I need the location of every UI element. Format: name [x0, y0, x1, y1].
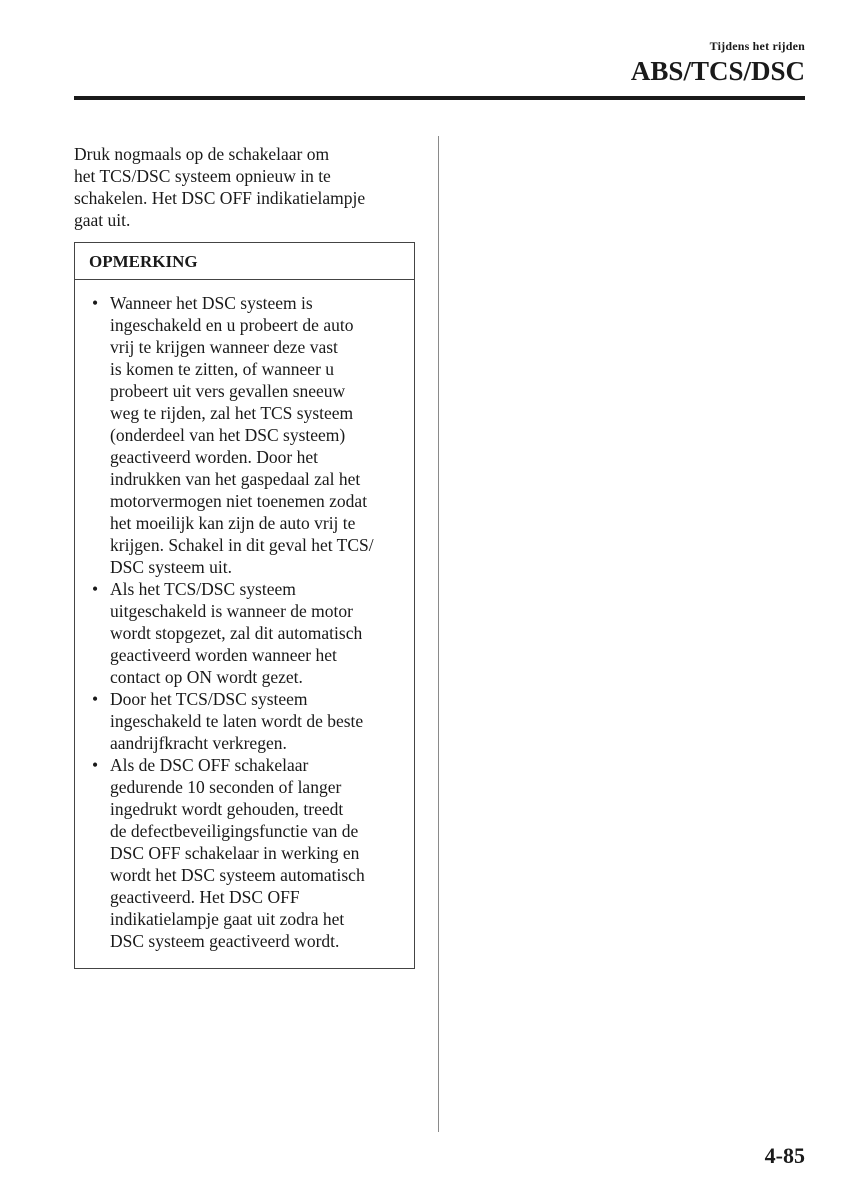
intro-line: schakelen. Het DSC OFF indikatielampje — [74, 188, 366, 208]
note-line: ingeschakeld en u probeert de auto — [110, 315, 354, 335]
note-line: vrij te krijgen wanneer deze vast — [110, 337, 338, 357]
note-line: uitgeschakeld is wanneer de motor — [110, 601, 353, 621]
note-line: Wanneer het DSC systeem is — [110, 293, 313, 313]
note-line: probeert uit vers gevallen sneeuw — [110, 381, 346, 401]
note-line: aandrijfkracht verkregen. — [110, 733, 287, 753]
note-line: krijgen. Schakel in dit geval het TCS/ — [110, 535, 374, 555]
note-line: is komen te zitten, of wanneer u — [110, 359, 335, 379]
bullet-icon: • — [92, 293, 99, 313]
note-line: indrukken van het gaspedaal zal het — [110, 469, 361, 489]
note-line: ingedrukt wordt gehouden, treedt — [110, 799, 344, 819]
note-line: ingeschakeld te laten wordt de beste — [110, 711, 364, 731]
note-line: geactiveerd. Het DSC OFF — [110, 887, 300, 907]
note-item — [88, 688, 408, 754]
note-line: DSC OFF schakelaar in werking en — [110, 843, 360, 863]
note-line: geactiveerd worden. Door het — [110, 447, 318, 467]
note-list — [88, 292, 408, 952]
note-line: indikatielampje gaat uit zodra het — [110, 909, 345, 929]
note-line: de defectbeveiligingsfunctie van de — [110, 821, 359, 841]
section-label: Tijdens het rijden — [709, 39, 805, 53]
note-item — [88, 578, 408, 688]
note-item — [88, 754, 408, 952]
note-line: wordt stopgezet, zal dit automatisch — [110, 623, 363, 643]
note-item — [88, 292, 408, 578]
note-line: het moeilijk kan zijn de auto vrij te — [110, 513, 356, 533]
note-line: contact op ON wordt gezet. — [110, 667, 303, 687]
note-line: geactiveerd worden wanneer het — [110, 645, 337, 665]
section-title: ABS/TCS/DSC — [630, 56, 805, 86]
note-line: gedurende 10 seconden of langer — [110, 777, 342, 797]
note-line: (onderdeel van het DSC systeem) — [110, 425, 346, 445]
header-rule — [74, 96, 805, 100]
bullet-icon: • — [92, 689, 99, 709]
note-line: Door het TCS/DSC systeem — [110, 689, 308, 709]
note-line: weg te rijden, zal het TCS systeem — [110, 403, 354, 423]
bullet-icon: • — [92, 755, 99, 775]
note-box — [74, 242, 415, 969]
bullet-icon: • — [92, 579, 99, 599]
intro-line: Druk nogmaals op de schakelaar om — [74, 144, 330, 164]
intro-line: gaat uit. — [74, 210, 131, 230]
intro-line: het TCS/DSC systeem opnieuw in te — [74, 166, 331, 186]
column-divider — [438, 136, 439, 1132]
note-line: Als het TCS/DSC systeem — [110, 579, 296, 599]
note-line: DSC systeem uit. — [110, 557, 233, 577]
note-line: wordt het DSC systeem automatisch — [110, 865, 365, 885]
note-heading: OPMERKING — [75, 243, 414, 280]
note-line: Als de DSC OFF schakelaar — [110, 755, 309, 775]
note-line: DSC systeem geactiveerd wordt. — [110, 931, 340, 951]
page-number: 4-85 — [764, 1143, 805, 1168]
intro-paragraph — [74, 143, 419, 231]
note-line: motorvermogen niet toenemen zodat — [110, 491, 368, 511]
